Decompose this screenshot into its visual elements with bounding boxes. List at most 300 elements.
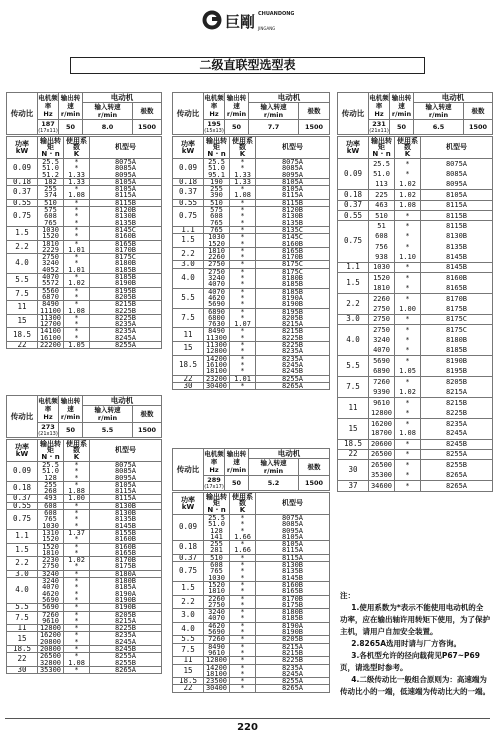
torque-cell: 25.5: [204, 515, 230, 522]
model-cell: 8075A: [90, 159, 162, 166]
model-cell: 8170B: [90, 247, 162, 254]
table-row: [7, 543, 162, 550]
factor-cell: *: [64, 294, 90, 301]
torque-cell: 3240: [38, 570, 64, 577]
service-factor-header: 使用系数 K: [64, 137, 90, 159]
factor-cell: *: [64, 165, 90, 171]
model-cell: 8130B: [90, 510, 162, 517]
factor-cell: *: [395, 242, 421, 252]
torque-cell: 20800: [38, 646, 64, 653]
torque-cell: 25.5: [204, 159, 230, 166]
model-cell: 8185A: [90, 584, 162, 590]
table-row: [338, 221, 493, 231]
factor-cell: 1.66: [230, 547, 256, 554]
torque-cell: 374: [38, 192, 64, 199]
factor-cell: *: [64, 625, 90, 632]
factor-cell: *: [230, 568, 256, 574]
model-cell: 8115A: [256, 547, 330, 554]
factor-cell: *: [64, 301, 90, 308]
factor-cell: *: [395, 470, 421, 480]
model-cell: 8190B: [421, 356, 493, 366]
power-cell: 0.37: [7, 495, 38, 502]
torque-cell: 2750: [204, 268, 230, 275]
power-cell: 7.5: [7, 287, 38, 301]
torque-cell: 608: [369, 231, 395, 241]
model-cell: 8130B: [90, 213, 162, 219]
model-cell: 8105A: [90, 178, 162, 185]
factor-cell: *: [64, 226, 90, 233]
table-row: [338, 159, 493, 169]
table-row: [173, 308, 330, 315]
table-row: [338, 481, 493, 491]
torque-cell: 12800: [369, 408, 395, 418]
torque-cell: 23200: [204, 375, 230, 382]
torque-cell: 608: [204, 213, 230, 219]
freq-value: 50: [59, 423, 83, 438]
speed-value: 7.7: [249, 120, 299, 135]
torque-cell: 2260: [369, 294, 395, 304]
ratio-number: 195: [207, 120, 221, 128]
ratio-composition: (21x11): [369, 128, 389, 134]
factor-cell: *: [230, 315, 256, 321]
table-row: [7, 502, 162, 509]
torque-cell: 575: [38, 207, 64, 214]
spec-table: [337, 92, 493, 135]
torque-cell: 765: [38, 516, 64, 522]
torque-cell: 11300: [38, 314, 64, 321]
torque-cell: 1030: [38, 226, 64, 233]
factor-cell: *: [230, 541, 256, 548]
torque-cell: 4070: [204, 615, 230, 622]
model-cell: 8225B: [90, 314, 162, 321]
table-row: [173, 355, 330, 362]
factor-cell: *: [64, 666, 90, 673]
model-cell: 8245A: [421, 429, 493, 439]
torque-cell: 190: [204, 178, 230, 185]
input-speed-value: 1500: [133, 423, 162, 438]
speed-value: 8.0: [83, 120, 133, 135]
factor-cell: *: [64, 563, 90, 570]
factor-cell: *: [64, 213, 90, 219]
table-row: [7, 159, 162, 166]
model-cell: 8190A: [256, 295, 330, 301]
factor-cell: *: [395, 262, 421, 272]
torque-cell: 6870: [38, 294, 64, 301]
torque-cell: 4070: [204, 288, 230, 295]
model-cell: 8160B: [256, 581, 330, 588]
model-cell: 8205B: [256, 636, 330, 643]
torque-cell: 12700: [38, 321, 64, 328]
model-cell: 8145B: [256, 575, 330, 582]
model-cell: 8085A: [90, 165, 162, 171]
table-row: [173, 247, 330, 254]
power-cell: 18.5: [173, 678, 204, 685]
ratio-composition: (21x13): [38, 431, 58, 437]
model-cell: 8205B: [256, 315, 330, 321]
torque-cell: 4070: [38, 274, 64, 281]
torque-cell: 608: [38, 213, 64, 219]
torque-cell: 1810: [204, 588, 230, 595]
factor-cell: *: [64, 632, 90, 639]
table-row: [173, 664, 330, 671]
model-cell: 8185B: [256, 615, 330, 622]
torque-cell: 9610: [38, 618, 64, 625]
power-header: 功率 kW: [173, 137, 204, 159]
factor-cell: *: [395, 397, 421, 407]
factor-cell: 1.05: [64, 342, 90, 349]
torque-cell: 18700: [369, 429, 395, 439]
poles-header: 极数: [299, 459, 330, 476]
power-cell: 11: [7, 301, 38, 315]
model-cell: 8165B: [256, 588, 330, 595]
factor-cell: 1.00: [64, 495, 90, 502]
model-cell: 8135C: [256, 226, 330, 233]
factor-cell: *: [230, 342, 256, 349]
factor-cell: *: [230, 207, 256, 214]
torque-cell: 5690: [369, 356, 395, 366]
table-row: [173, 554, 330, 561]
factor-cell: 1.33: [230, 178, 256, 185]
table-row: [173, 609, 330, 616]
factor-cell: *: [230, 301, 256, 308]
factor-cell: *: [64, 159, 90, 166]
table-row: [7, 578, 162, 585]
model-cell: 8215B: [421, 397, 493, 407]
power-cell: 0.75: [7, 207, 38, 227]
model-cell: 8180A: [90, 570, 162, 577]
ratio-number: 273: [41, 423, 55, 431]
model-cell: 8135B: [256, 568, 330, 574]
factor-cell: 1.01: [64, 267, 90, 274]
torque-cell: 11300: [204, 342, 230, 349]
power-cell: 3.0: [173, 609, 204, 623]
model-table: [6, 136, 162, 349]
factor-cell: *: [230, 186, 256, 193]
torque-cell: 128: [38, 475, 64, 482]
factor-cell: *: [395, 449, 421, 459]
table-row: [338, 377, 493, 387]
torque-cell: 225: [369, 190, 395, 200]
table-row: [7, 570, 162, 577]
model-cell: 8265A: [256, 382, 330, 389]
power-cell: 30: [338, 460, 369, 481]
torque-cell: 1520: [38, 233, 64, 240]
model-cell: 8215B: [256, 328, 330, 335]
factor-cell: *: [395, 231, 421, 241]
input-speed-header: 输入转速 r/min: [83, 103, 133, 120]
model-cell: 8135B: [256, 220, 330, 227]
power-header: 功率 kW: [7, 137, 38, 159]
factor-cell: *: [230, 622, 256, 629]
table-row: [173, 541, 330, 548]
spec-table: [172, 448, 330, 491]
table-row: [7, 495, 162, 502]
model-cell: 8185B: [90, 267, 162, 274]
model-cell: 8225B: [90, 625, 162, 632]
ratio-number: 289: [207, 476, 221, 484]
factor-cell: *: [395, 221, 421, 231]
power-cell: 7.5: [173, 643, 204, 657]
factor-cell: *: [230, 362, 256, 368]
model-cell: 8115A: [90, 192, 162, 199]
torque-cell: 4070: [38, 584, 64, 590]
model-cell: 8105A: [90, 186, 162, 193]
factor-cell: *: [230, 261, 256, 268]
model-cell: 8115A: [421, 200, 493, 210]
model-cell: 8245A: [90, 639, 162, 646]
factor-cell: 1.02: [395, 190, 421, 200]
torque-cell: 5560: [38, 287, 64, 294]
factor-cell: *: [64, 578, 90, 585]
model-cell: 8225B: [256, 335, 330, 342]
table-row: [173, 226, 330, 233]
model-cell: 8255B: [90, 660, 162, 667]
torque-cell: 18100: [204, 368, 230, 375]
ratio-value: [204, 476, 225, 491]
freq-header: 电机频率 Hz: [369, 94, 389, 118]
model-cell: 8180B: [256, 609, 330, 616]
model-table: [172, 492, 330, 693]
model-cell: 8175C: [421, 325, 493, 335]
table-row: [7, 625, 162, 632]
power-cell: 18.5: [7, 646, 38, 653]
factor-cell: 1.08: [64, 660, 90, 667]
torque-cell: 25.5: [369, 159, 395, 169]
service-factor-header: 使用系数 K: [395, 137, 421, 159]
torque-cell: 1810: [38, 550, 64, 557]
power-cell: 5.5: [338, 356, 369, 377]
factor-cell: *: [230, 348, 256, 355]
model-cell: 8145B: [421, 252, 493, 262]
torque-header: 输出转矩 N · n: [204, 493, 230, 515]
input-speed-value: 1500: [133, 120, 162, 135]
factor-cell: 1.37: [64, 529, 90, 536]
factor-cell: 1.08: [64, 308, 90, 315]
brand-sub: JINGANG: [258, 26, 276, 31]
model-cell: 8115B: [421, 210, 493, 220]
factor-cell: *: [64, 186, 90, 193]
power-cell: 7.5: [7, 611, 38, 625]
model-cell: 8265A: [421, 481, 493, 491]
ratio-value: [38, 423, 59, 438]
factor-cell: 1.33: [64, 178, 90, 185]
model-cell: 8175B: [421, 304, 493, 314]
torque-cell: 9610: [204, 650, 230, 657]
model-cell: 8105A: [421, 190, 493, 200]
torque-cell: 113: [369, 179, 395, 189]
model-cell: 8190B: [256, 301, 330, 308]
model-cell: 8115A: [90, 495, 162, 502]
power-cell: 0.18: [338, 190, 369, 200]
table-row: [173, 636, 330, 643]
model-cell: 8225B: [256, 342, 330, 349]
input-speed-value: 1500: [299, 120, 330, 135]
torque-cell: 7260: [369, 377, 395, 387]
model-header: 机型号: [421, 137, 493, 159]
table-row: [7, 604, 162, 611]
torque-cell: 23500: [204, 678, 230, 685]
model-cell: 8235A: [90, 321, 162, 328]
factor-cell: *: [230, 275, 256, 281]
table-row: [7, 666, 162, 673]
table-row: [7, 611, 162, 618]
power-cell: 0.09: [173, 159, 204, 179]
power-cell: 5.5: [173, 636, 204, 643]
model-cell: 8255B: [421, 460, 493, 470]
model-cell: 8245B: [256, 368, 330, 375]
model-cell: 8145B: [421, 262, 493, 272]
power-cell: 11: [7, 625, 38, 632]
torque-cell: 2750: [369, 304, 395, 314]
table-row: [7, 646, 162, 653]
model-cell: 8130B: [90, 502, 162, 509]
input-speed-value: 1500: [464, 120, 493, 135]
freq-header: 电机频率 Hz: [204, 94, 224, 118]
torque-cell: 51: [369, 221, 395, 231]
factor-cell: *: [230, 220, 256, 227]
power-cell: 0.18: [173, 178, 204, 185]
note-item: 2.8265A选用时请与厂方咨询。: [351, 639, 461, 648]
model-cell: 8160B: [90, 543, 162, 550]
ratio-header: 传动比: [338, 93, 369, 135]
torque-cell: 4070: [204, 281, 230, 288]
factor-cell: *: [230, 562, 256, 569]
torque-cell: 5690: [204, 629, 230, 636]
factor-cell: *: [64, 611, 90, 618]
model-cell: 8185B: [90, 274, 162, 281]
torque-cell: 12800: [38, 625, 64, 632]
table-row: [7, 178, 162, 185]
table-row: [173, 581, 330, 588]
torque-cell: 510: [369, 210, 395, 220]
factor-cell: 1.01: [230, 375, 256, 382]
factor-cell: *: [230, 643, 256, 650]
spec-table: [6, 395, 162, 438]
factor-cell: *: [395, 346, 421, 356]
torque-cell: 281: [204, 547, 230, 554]
power-cell: 11: [173, 657, 204, 664]
factor-cell: *: [395, 273, 421, 283]
factor-cell: *: [395, 210, 421, 220]
torque-cell: 25.5: [38, 462, 64, 469]
ratio-header: 传动比: [173, 449, 204, 491]
model-cell: 8120B: [90, 207, 162, 214]
torque-cell: 510: [38, 199, 64, 206]
factor-cell: *: [64, 199, 90, 206]
factor-cell: *: [64, 536, 90, 543]
ratio-header: 传动比: [7, 93, 38, 135]
speed-header: 输出转速 r/min: [59, 93, 83, 120]
factor-cell: *: [395, 356, 421, 366]
model-cell: 8135B: [421, 242, 493, 252]
factor-cell: *: [230, 671, 256, 678]
model-cell: 8105A: [90, 481, 162, 488]
table-row: [7, 287, 162, 294]
factor-cell: 1.08: [230, 192, 256, 199]
factor-cell: *: [64, 618, 90, 625]
factor-cell: *: [230, 575, 256, 582]
torque-cell: 4620: [38, 591, 64, 597]
power-cell: 22: [7, 653, 38, 667]
torque-cell: 51.0: [38, 468, 64, 474]
factor-cell: *: [64, 287, 90, 294]
model-cell: 8235A: [90, 328, 162, 335]
power-cell: 4.0: [7, 578, 38, 604]
speed-header: 输出转速 r/min: [225, 449, 249, 476]
power-cell: 18.5: [338, 439, 369, 449]
table-row: [338, 356, 493, 366]
model-cell: 8180B: [90, 578, 162, 585]
ratio-value: [204, 120, 225, 135]
torque-cell: 5690: [204, 301, 230, 308]
freq-value: 50: [390, 120, 414, 135]
torque-cell: 14200: [204, 355, 230, 362]
model-cell: 8175C: [90, 254, 162, 261]
power-cell: 30: [7, 666, 38, 673]
power-cell: 7.5: [338, 377, 369, 398]
model-cell: 8075A: [90, 462, 162, 469]
torque-cell: 765: [38, 220, 64, 227]
power-cell: 0.75: [173, 562, 204, 582]
torque-header: 输出转矩 N · n: [38, 440, 64, 462]
factor-cell: 1.66: [230, 534, 256, 541]
model-cell: 8195B: [421, 366, 493, 376]
torque-cell: 255: [204, 186, 230, 193]
poles-header: 极数: [464, 103, 493, 120]
factor-cell: 1.88: [64, 488, 90, 495]
model-cell: 8205B: [421, 377, 493, 387]
factor-cell: 1.05: [395, 366, 421, 376]
factor-cell: *: [230, 335, 256, 342]
torque-cell: 3240: [204, 609, 230, 616]
table-row: [7, 653, 162, 660]
power-cell: 0.75: [173, 207, 204, 227]
table-row: [7, 342, 162, 349]
torque-cell: 4052: [38, 267, 64, 274]
model-cell: 8135B: [90, 516, 162, 522]
power-cell: 2.2: [7, 240, 38, 254]
model-cell: 8215A: [256, 643, 330, 650]
table-row: [338, 449, 493, 459]
factor-cell: 1.02: [64, 557, 90, 564]
torque-cell: 2260: [204, 254, 230, 261]
model-cell: 8175B: [90, 563, 162, 570]
ratio-composition: (17x17): [204, 484, 224, 490]
torque-cell: 7630: [204, 321, 230, 328]
power-cell: 15: [173, 342, 204, 356]
power-cell: 15: [7, 314, 38, 328]
torque-cell: 182: [38, 178, 64, 185]
model-cell: 8155B: [90, 529, 162, 536]
factor-cell: 1.08: [395, 429, 421, 439]
poles-header: 极数: [299, 103, 330, 120]
torque-cell: 95.1: [204, 172, 230, 179]
model-cell: 8175B: [256, 602, 330, 609]
table-row: [7, 462, 162, 469]
power-cell: 4.0: [173, 268, 204, 288]
factor-cell: *: [230, 226, 256, 233]
factor-cell: *: [230, 528, 256, 534]
model-cell: 8195B: [256, 308, 330, 315]
model-cell: 8105A: [256, 178, 330, 185]
factor-cell: *: [64, 646, 90, 653]
factor-cell: 1.02: [395, 387, 421, 397]
power-cell: 22: [173, 685, 204, 692]
torque-cell: 1030: [38, 523, 64, 530]
factor-cell: *: [230, 268, 256, 275]
power-cell: 11: [173, 328, 204, 342]
torque-cell: 16100: [38, 335, 64, 342]
